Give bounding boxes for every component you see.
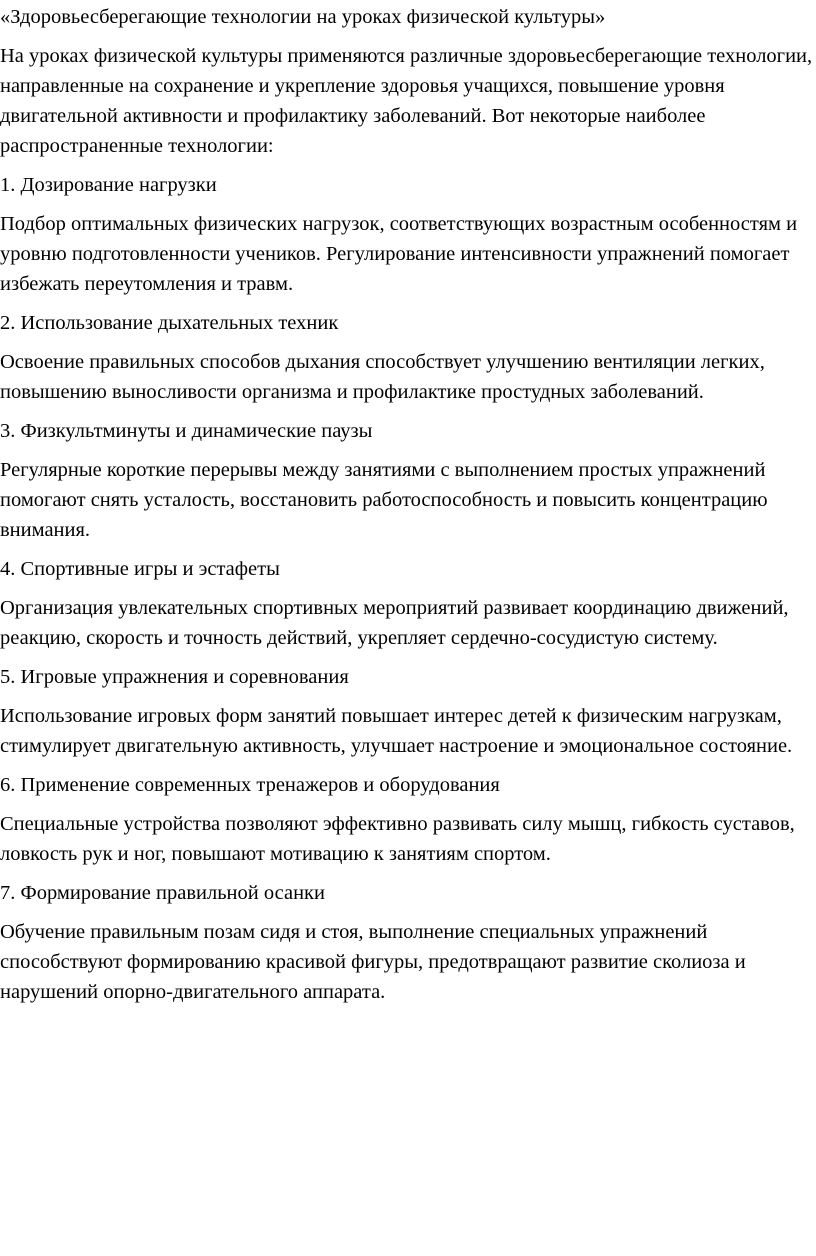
- section-text: Обучение правильным позам сидя и стоя, выполнение специальных упражнений способствуют формированию красивой фигуры, предотвращают развитие сколиоза и нарушений опорно-двигательного аппарата.: [0, 921, 746, 1003]
- section-text: Использование игровых форм занятий повышает интерес детей к физическим нагрузкам, стимулирует двигательную активность, улучшает настроение и эмоциональное состояние.: [0, 705, 793, 757]
- section-heading: 4. Спортивные игры и эстафеты: [0, 558, 280, 580]
- document-title: «Здоровьесберегающие технологии на уроках физической культуры»: [0, 6, 606, 28]
- section-text: Регулярные короткие перерывы между занятиями с выполнением простых упражнений помогают снять усталость, восстановить работоспособность и повысить концентрацию внимания.: [0, 459, 768, 541]
- section-text: Специальные устройства позволяют эффективно развивать силу мышц, гибкость суставов, ловкость рук и ног, повышают мотивацию к занятиям спортом.: [0, 813, 795, 865]
- section-text: Подбор оптимальных физических нагрузок, соответствующих возрастным особенностям и уровню подготовленности учеников. Регулирование интенсивности упражнений помогает избежать переутомления и травм.: [0, 213, 798, 295]
- section-heading: 7. Формирование правильной осанки: [0, 882, 325, 904]
- section-heading: 5. Игровые упражнения и соревнования: [0, 666, 349, 688]
- section-heading: 1. Дозирование нагрузки: [0, 174, 217, 196]
- section-text: Организация увлекательных спортивных мероприятий развивает координацию движений, реакцию, скорость и точность действий, укрепляет сердечно-сосудистую систему.: [0, 597, 789, 649]
- section-heading: 3. Физкультминуты и динамические паузы: [0, 420, 373, 442]
- section-heading: 6. Применение современных тренажеров и оборудования: [0, 774, 500, 796]
- section-heading: 2. Использование дыхательных техник: [0, 312, 339, 334]
- section-text: Освоение правильных способов дыхания способствует улучшению вентиляции легких, повышению выносливости организма и профилактике простудных заболеваний.: [0, 351, 765, 403]
- intro-paragraph: На уроках физической культуры применяются различные здоровьесберегающие технологии, направленные на сохранение и укрепление здоровья учащихся, повышение уровня двигательной активности и профилактику заболеваний. Вот некоторые наиболее распространенные технологии:: [0, 45, 813, 157]
